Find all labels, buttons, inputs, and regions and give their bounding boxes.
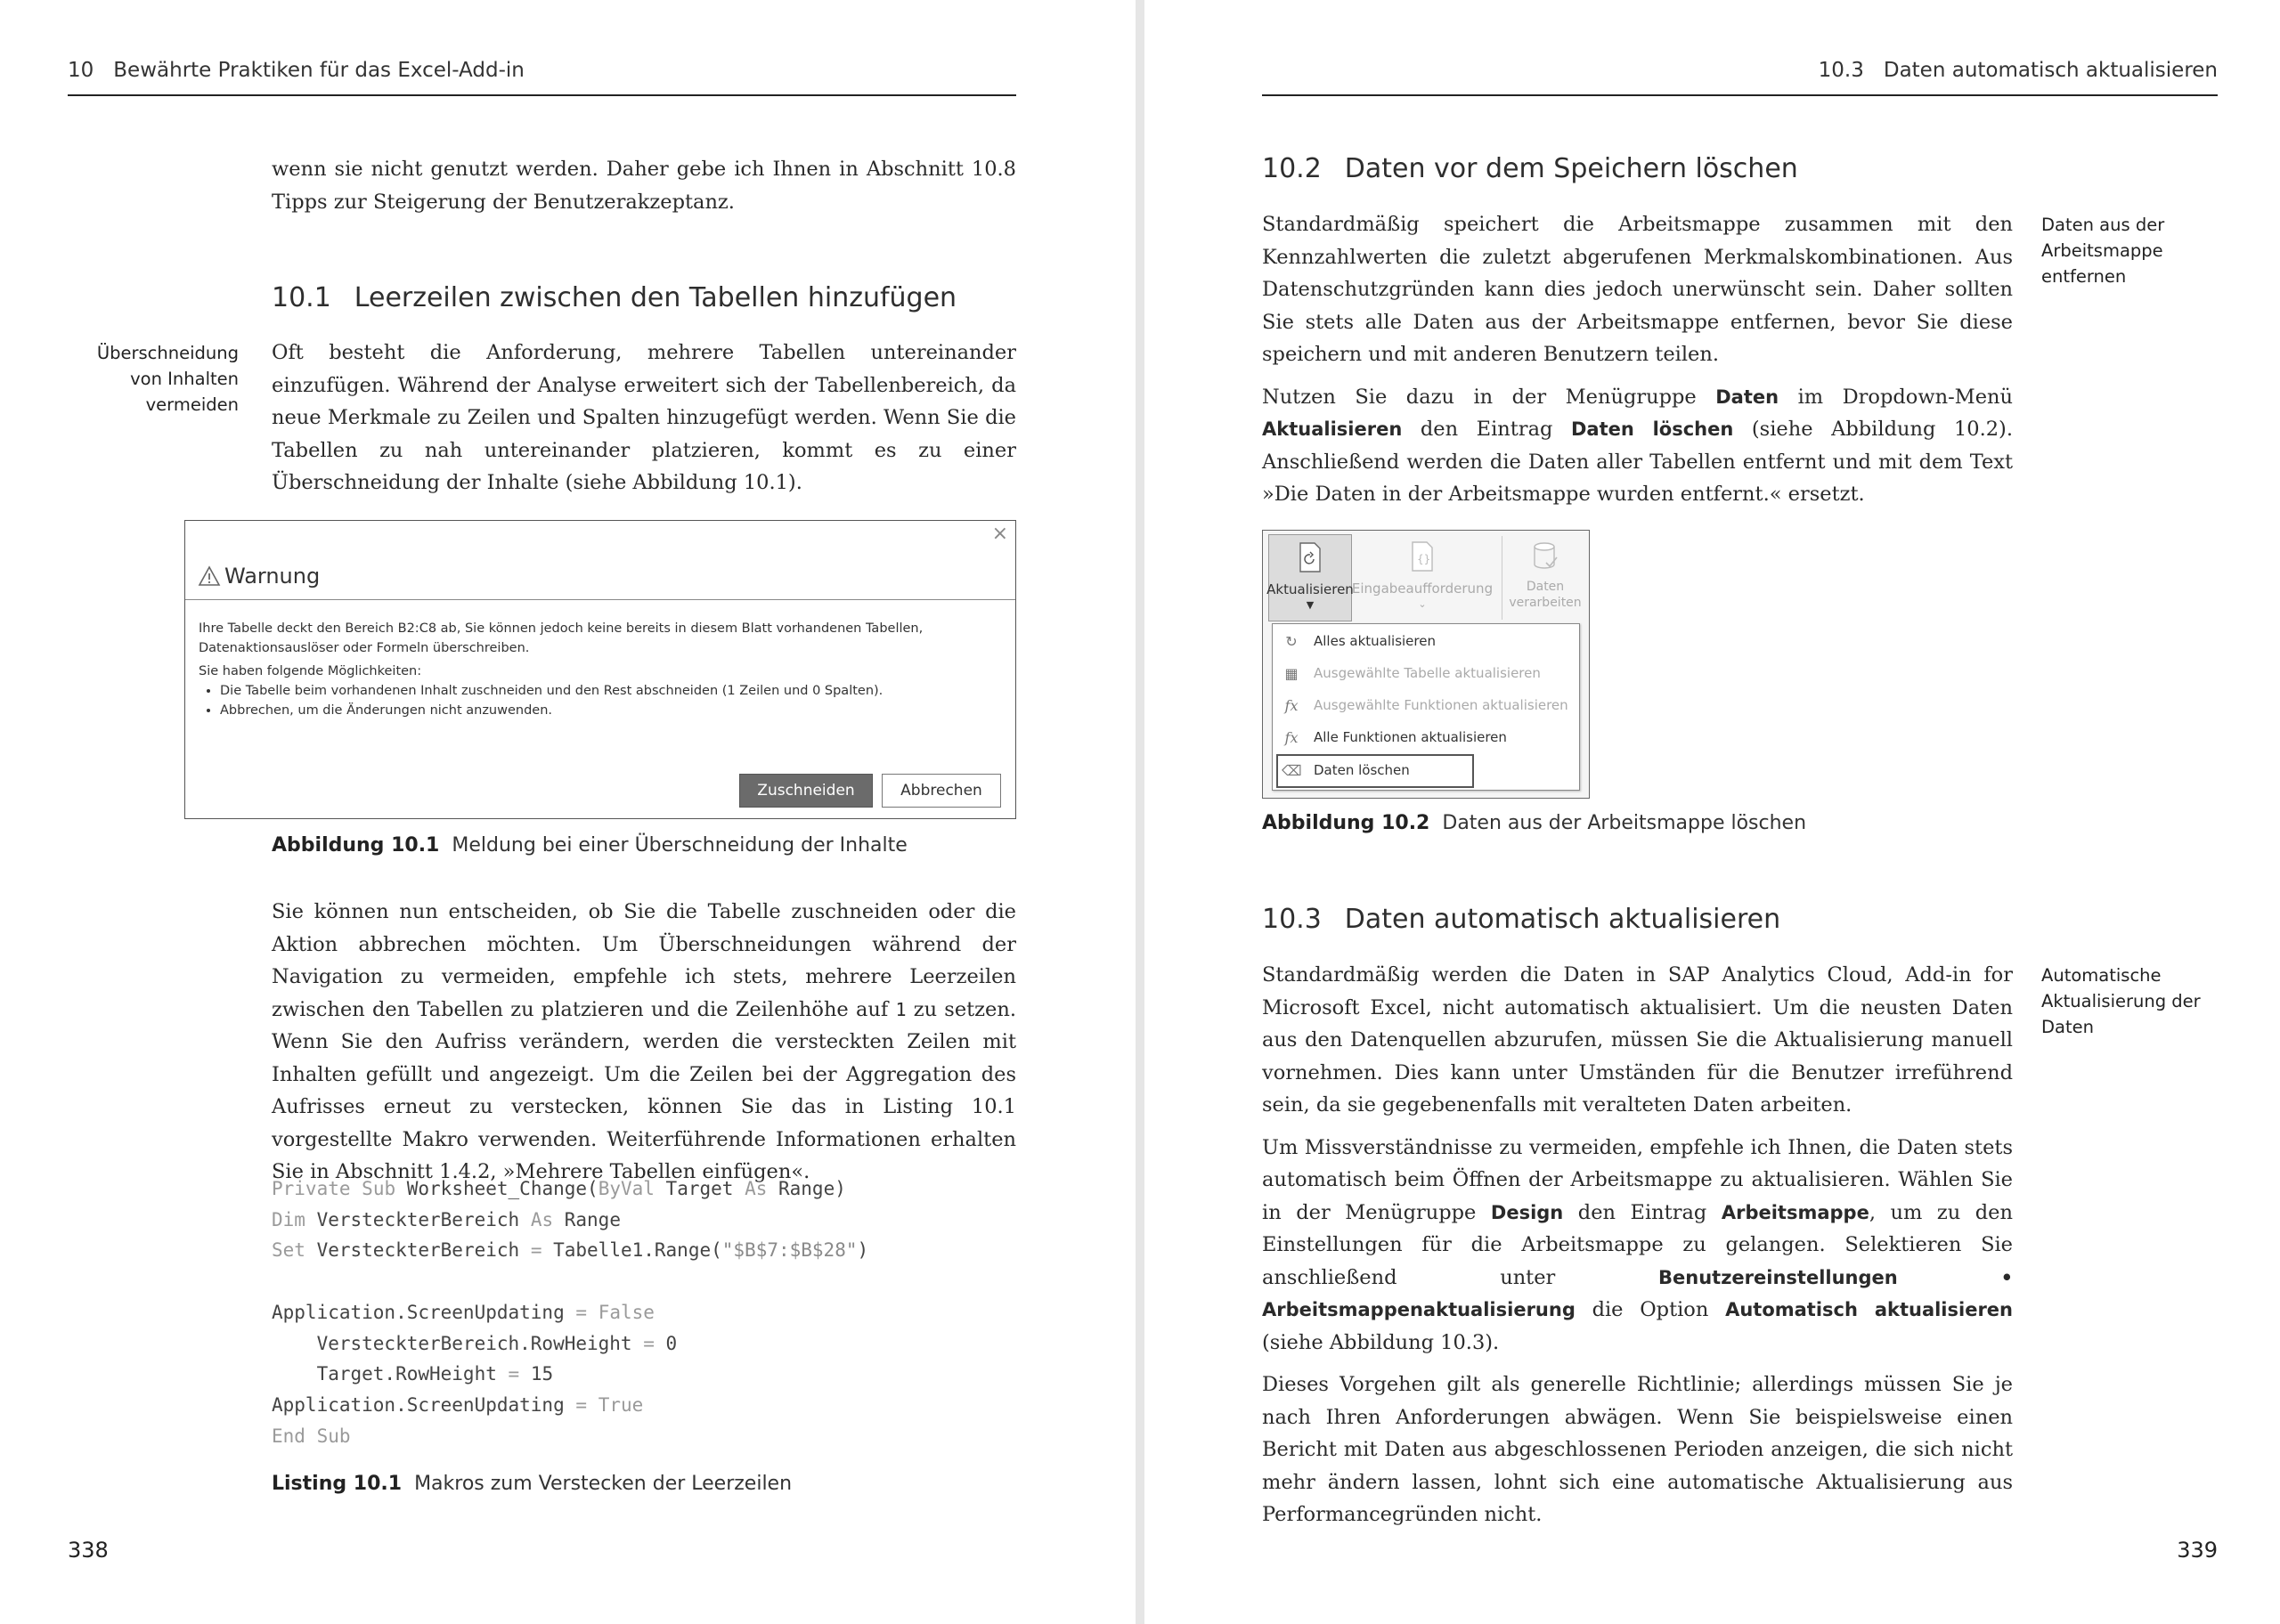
section-title: Leerzeilen zwischen den Tabellen hinzufügen	[354, 282, 957, 313]
intro-paragraph	[272, 153, 1016, 228]
prompt-document-icon	[1410, 541, 1435, 572]
document-refresh-icon	[1298, 542, 1323, 572]
section-heading-10-3	[1262, 904, 1780, 935]
code-listing	[272, 1173, 868, 1451]
aktualisieren-dropdown-menu	[1272, 623, 1580, 791]
margin-note-line: Automatische	[2041, 965, 2162, 986]
dialog-option: • Die Tabelle beim vorhandenen Inhalt zuschneiden und den Rest abschneiden (1 Zeilen und 0 Spalten).	[220, 681, 991, 701]
dialog-separator	[185, 599, 1015, 600]
section-number: 10.2	[1262, 153, 1322, 184]
button-label: Daten verarbeiten	[1509, 580, 1582, 610]
dialog-title: Warnung	[224, 564, 321, 589]
svg-text:{}: {}	[1417, 553, 1431, 565]
text-run: (siehe Abbildung 10.2). Anschließend werden die Daten aller Tabellen entfernt und mit dem Text »Die Daten in der Arbeitsmappe wurden entfernt.« ersetzt.	[1262, 418, 2013, 506]
page-number-left: 338	[68, 1538, 109, 1563]
section-1-body-2	[272, 896, 1016, 1198]
ui-term: Benutzereinstellungen • Arbeitsmappenaktualisierung	[1262, 1266, 2014, 1320]
menu-item-label: Ausgewählte Tabelle aktualisieren	[1314, 665, 1541, 681]
table-refresh-icon: ▦	[1284, 664, 1299, 682]
section-heading-10-2	[1262, 153, 1798, 184]
text-run: Sie können nun entscheiden, ob Sie die Tabelle zuschneiden oder die Aktion abbrechen möchten. Um Überschneidungen während der Navigation zu vermeiden, empfehle ich stets, mehrere Leerzeilen zwischen den Tabellen zu platzieren und die Zeilenhöhe auf	[272, 900, 1016, 1021]
text-run: den Eintrag	[1563, 1200, 1722, 1224]
section-2-paragraph-2	[1262, 381, 2013, 511]
margin-note-auto-refresh	[2041, 962, 2228, 1040]
ui-term: Automatisch aktualisieren	[1725, 1299, 2013, 1320]
dialog-option: • Abbrechen, um die Änderungen nicht anzuwenden.	[220, 701, 991, 720]
ui-term: Design	[1490, 1201, 1564, 1223]
left-page	[0, 0, 1136, 1624]
header-rule	[1262, 94, 2218, 96]
text-run: den Eintrag	[1402, 418, 1571, 441]
close-icon[interactable]: ×	[991, 523, 1008, 545]
caption-text: Daten aus der Arbeitsmappe löschen	[1442, 812, 1807, 834]
menu-item-label: Daten löschen	[1314, 762, 1410, 778]
spine-gutter	[1136, 0, 1144, 1624]
margin-note-line: vermeiden	[145, 394, 239, 415]
margin-note-remove-data	[2041, 212, 2228, 289]
daten-verarbeiten-button[interactable]	[1505, 534, 1585, 620]
caption-label: Abbildung 10.1	[272, 834, 440, 857]
code-line: Dim VersteckterBereich As Range	[272, 1208, 621, 1230]
header-rule	[68, 94, 1016, 96]
section-heading-10-1	[272, 282, 957, 313]
text-run: die Option	[1575, 1298, 1726, 1321]
ui-term: Aktualisieren	[1262, 418, 1403, 440]
running-header-left	[68, 59, 525, 82]
warning-triangle-icon	[198, 565, 221, 587]
code-line	[272, 1266, 868, 1297]
text-run: zu setzen. Wenn Sie den Aufriss verändern, werden die versteckten Zeilen mit Inhalten gefüllt und angezeigt. Um die Zeilen bei der Aggregation des Aufrisses erneut zu verstecken, können Sie das in Listing 10.1 vorgestellte Makro verwenden. Weiterführende Informationen erhalten Sie in Abschnitt 1.4.2, »Mehrere Tabellen einfügen«.	[272, 997, 1016, 1183]
header-section-title: Daten automatisch aktualisieren	[1883, 59, 2218, 82]
menu-item-alle-funktionen-aktualisieren[interactable]	[1282, 724, 1507, 751]
database-process-icon	[1532, 541, 1559, 572]
code-line: Set VersteckterBereich = Tabelle1.Range("$B$7:$B$28")	[272, 1239, 869, 1262]
ui-term: Daten löschen	[1570, 418, 1734, 440]
code-line: Private Sub Worksheet_Change(ByVal Target As Range)	[272, 1178, 846, 1199]
text-run: Um Missverständnisse zu vermeiden, empfehle ich Ihnen, die Daten stets automatisch beim Öffnen der Arbeitsmappe zu aktualisieren. Wählen Sie in der Menügruppe	[1262, 1135, 2013, 1224]
margin-note-line: Aktualisierung der	[2041, 991, 2201, 1011]
menu-item-daten-loeschen[interactable]	[1282, 757, 1410, 784]
margin-note-line: Daten aus der	[2041, 215, 2165, 235]
code-line: VersteckterBereich.RowHeight = 0	[272, 1332, 678, 1354]
zuschneiden-button[interactable]: Zuschneiden	[739, 774, 873, 808]
dialog-title-bar	[198, 564, 320, 589]
chapter-title: Bewährte Praktiken für das Excel-Add-in	[113, 59, 525, 82]
section-3-body	[1262, 959, 2013, 1541]
section-3-paragraph-3: Dieses Vorgehen gilt als generelle Richtlinie; allerdings müssen Sie je nach Ihren Anforderungen abwägen. Wenn Sie beispielsweise einen Bericht mit Daten aus abgeschlossenen Perioden anzeigen, die sich nicht mehr ändern lassen, lohnt sich eine automatische Aktualisierung aus Performancegründen nicht.	[1262, 1373, 2013, 1526]
right-page	[1144, 0, 2280, 1624]
function-refresh-icon: fx	[1284, 696, 1299, 714]
intro-text: wenn sie nicht genutzt werden. Daher gebe ich Ihnen in Abschnitt 10.8 Tipps zur Steigerung der Benutzerakzeptanz.	[272, 158, 1016, 214]
button-label: Eingabeaufforderung	[1351, 581, 1494, 597]
dialog-message-options-intro: Sie haben folgende Möglichkeiten:	[199, 664, 422, 678]
warning-dialog	[184, 520, 1016, 819]
caption-label: Abbildung 10.2	[1262, 812, 1430, 834]
menu-item-label: Alle Funktionen aktualisieren	[1314, 729, 1507, 745]
section-1-paragraph: Oft besteht die Anforderung, mehrere Tabellen untereinander einzufügen. Während der Analyse erweitert sich der Tabellenbereich, da neue Merkmale zu Zeilen und Spalten hinzugefügt werden. Wenn Sie die Tabellen zu nah untereinander platzieren, kommt es zu einer Überschneidung der Inhalte (siehe Abbildung 10.1).	[272, 341, 1016, 494]
caption-text: Meldung bei einer Überschneidung der Inhalte	[452, 834, 908, 857]
inline-code: 1	[895, 998, 907, 1020]
section-title: Daten vor dem Speichern löschen	[1344, 153, 1798, 184]
code-line: End Sub	[272, 1425, 351, 1447]
abbrechen-button[interactable]: Abbrechen	[882, 774, 1001, 808]
section-2-paragraph-1: Standardmäßig speichert die Arbeitsmappe zusammen mit den Kennzahlwerten die zuletzt abgerufenen Merkmalskombinationen. Aus Datenschutzgründen kann dies jedoch unerwünscht sein. Daher sollten Sie stets alle Daten aus der Arbeitsmappe entfernen, bevor Sie diese speichern und mit anderen Benutzern teilen.	[1262, 213, 2013, 366]
dialog-message	[199, 619, 991, 720]
function-refresh-icon: fx	[1284, 728, 1299, 746]
section-1-paragraph-2	[272, 896, 1016, 1189]
header-section-number: 10.3	[1818, 59, 1864, 82]
code-line: Application.ScreenUpdating = True	[272, 1393, 644, 1416]
running-header-right	[1819, 59, 2218, 82]
section-1-body	[272, 337, 1016, 509]
text-run: Nutzen Sie dazu in der Menügruppe	[1262, 385, 1716, 409]
figure-caption-10-2	[1262, 812, 1806, 834]
ui-term: Arbeitsmappe	[1721, 1201, 1869, 1223]
text-run: , um zu den Einstellungen für die Arbeitsmappe zu gelangen. Selektieren Sie anschließend unter	[1262, 1200, 2013, 1289]
margin-note-line: entfernen	[2041, 266, 2127, 287]
section-3-paragraph-1: Standardmäßig werden die Daten in SAP Analytics Cloud, Add-in for Microsoft Excel, nicht automatisch aktualisiert. Um die neusten Daten aus den Datenquellen abzurufen, müssen Sie die Aktualisierung manuell vornehmen. Dies kann unter Umständen für die Benutzer irreführend sein, da sie gegebenenfalls mit veralteten Daten arbeiten.	[1262, 963, 2013, 1116]
section-3-paragraph-2	[1262, 1132, 2013, 1360]
menu-item-alles-aktualisieren[interactable]	[1282, 628, 1436, 654]
eingabeaufforderung-button[interactable]	[1351, 534, 1494, 620]
caption-text: Makros zum Verstecken der Leerzeilen	[414, 1473, 793, 1495]
margin-note-line: Arbeitsmappe	[2041, 240, 2163, 261]
chevron-down-icon: ⌄	[1418, 598, 1427, 610]
code-line: Application.ScreenUpdating = False	[272, 1301, 655, 1323]
ui-term: Daten	[1715, 386, 1779, 408]
section-2-body	[1262, 208, 2013, 521]
button-label: Aktualisieren	[1266, 581, 1354, 597]
dialog-options-list	[199, 681, 991, 720]
ribbon-figure	[1262, 530, 1590, 799]
caption-label: Listing 10.1	[272, 1473, 403, 1495]
text-run: im Dropdown-Menü	[1779, 385, 2014, 409]
delete-data-icon: ⌫	[1282, 761, 1302, 779]
figure-caption-10-1	[272, 834, 908, 857]
code-line: Target.RowHeight = 15	[272, 1363, 554, 1385]
menu-item-label: Ausgewählte Funktionen aktualisieren	[1314, 697, 1568, 713]
margin-note-line: Daten	[2041, 1017, 2094, 1037]
listing-caption-10-1	[272, 1473, 792, 1495]
menu-item-ausgewaehlte-funktionen-aktualisieren[interactable]	[1282, 692, 1568, 719]
margin-note-line: von Inhalten	[130, 369, 239, 389]
section-number: 10.1	[272, 282, 331, 313]
margin-note-line: Überschneidung	[96, 343, 239, 363]
text-run: (siehe Abbildung 10.3).	[1262, 1330, 1500, 1354]
margin-note-overlap	[53, 340, 239, 418]
dialog-message-text: Ihre Tabelle deckt den Bereich B2:C8 ab, Sie können jedoch keine bereits in diesem Blatt vorhandenen Tabellen, Datenaktionsauslöser oder Formeln überschreiben.	[199, 621, 924, 655]
menu-item-ausgewaehlte-tabelle-aktualisieren[interactable]	[1282, 660, 1541, 686]
section-title: Daten automatisch aktualisieren	[1344, 904, 1781, 935]
chapter-number: 10	[68, 59, 94, 82]
page-number-right: 339	[2177, 1538, 2218, 1563]
menu-item-label: Alles aktualisieren	[1314, 633, 1436, 649]
section-number: 10.3	[1262, 904, 1322, 935]
refresh-icon: ↻	[1285, 632, 1298, 650]
chevron-down-icon: ▼	[1306, 599, 1315, 611]
aktualisieren-button[interactable]	[1268, 534, 1352, 621]
